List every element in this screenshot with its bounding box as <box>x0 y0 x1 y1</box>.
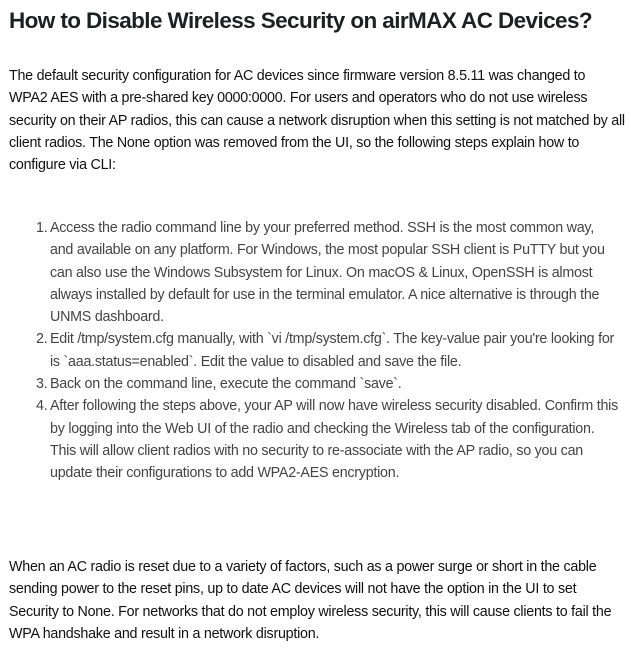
step-text: Back on the command line, execute the command `save`. <box>50 376 402 393</box>
step-text: Edit /tmp/system.cfg manually, with `vi /tmp/system.cfg`. The key-value pair you're looking for is `aaa.status=enabled`. Edit the value to disabled and save the file. <box>50 331 615 370</box>
step-text: After following the steps above, your AP will now have wireless security disabled. Confirm this by logging into the Web UI of the radio and checking the Wireless tab of the configuration. This will allow client radios with no security to re-associate with the AP radio, so you can update their configurations to add WPA2-AES encryption. <box>50 398 618 482</box>
step-item <box>36 395 620 484</box>
outro-paragraph: When an AC radio is reset due to a variety of factors, such as a power surge or short in the cable sending power to the reset pins, up to date AC devices will not have the option in the UI to set Security to None. For networks that do not employ wireless security, this will cause clients to fail the WPA handshake and result in a network disruption. <box>9 559 612 642</box>
step-number: 1. <box>36 220 48 236</box>
article-title: How to Disable Wireless Security on airMAX AC Devices? <box>9 8 592 33</box>
step-item <box>36 328 620 373</box>
step-item <box>36 217 620 328</box>
step-text: Access the radio command line by your preferred method. SSH is the most common way, and available on any platform. For Windows, the most popular SSH client is PuTTY but you can also use the Windows Subsystem for Linux. On macOS & Linux, OpenSSH is almost always installed by default for use in the terminal emulator. A nice alternative is through the UNMS dashboard. <box>50 220 605 326</box>
step-number: 3. <box>36 376 48 393</box>
step-number: 4. <box>36 398 48 415</box>
step-number: 2. <box>36 331 48 348</box>
intro-paragraph: The default security configuration for AC devices since firmware version 8.5.11 was changed to WPA2 AES with a pre-shared key 0000:0000. For users and operators who do not use wireless security on their AP radios, this can cause a network disruption when this setting is not matched by all client radios. The None option was removed from the UI, so the following steps explain how to configure via CLI: <box>9 68 625 174</box>
step-item <box>36 373 620 395</box>
steps-list <box>9 217 620 485</box>
